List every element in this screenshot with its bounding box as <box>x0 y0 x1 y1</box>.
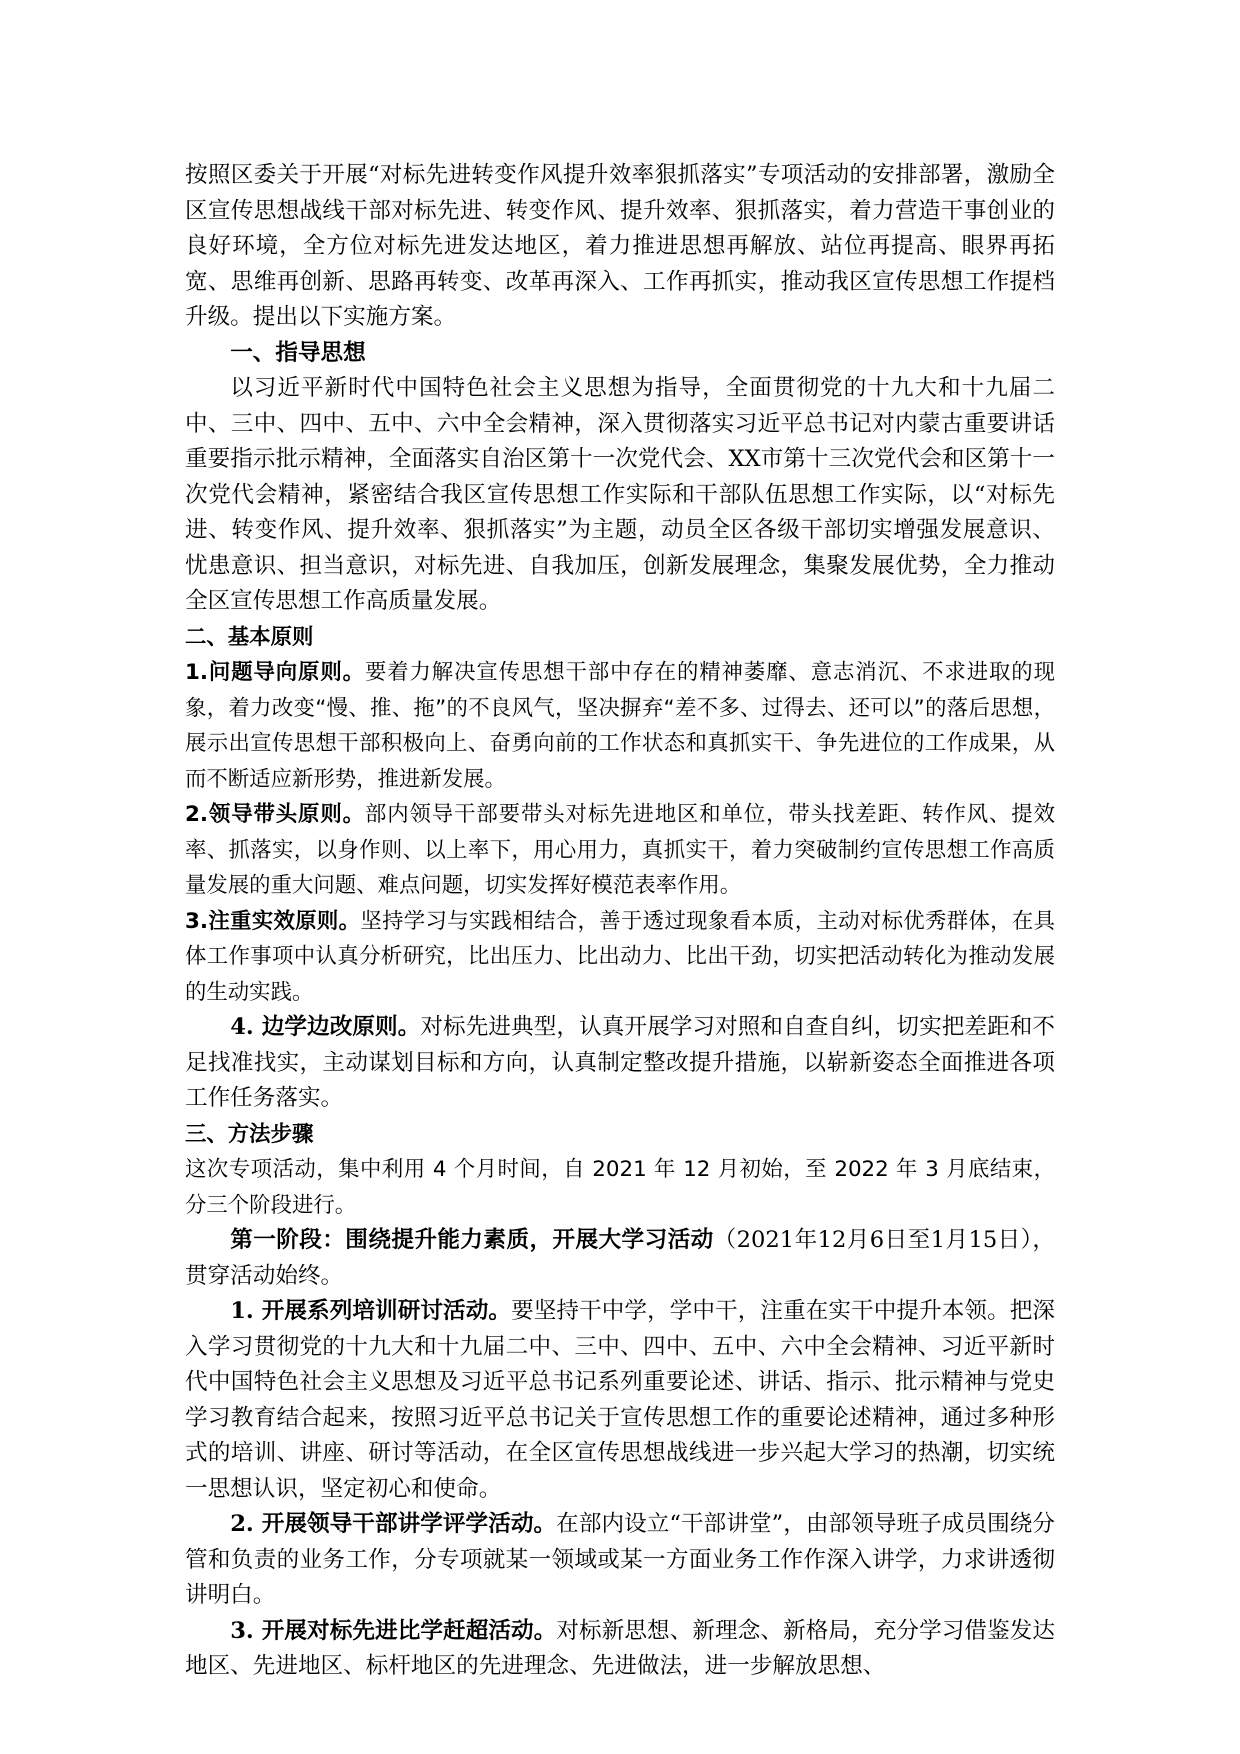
activity-title: 1. 开展系列培训研讨活动。 <box>230 1298 512 1324</box>
phase-one-dates: （2021年12月6日至1月15日），贯穿活动始终。 <box>185 1227 1055 1289</box>
principle-body: 对标先进典型，认真开展学习对照和自查自纠，切实把差距和不足找准找实，主动谋划目标和方向，认真制定整改提升措施，以崭新姿态全面推进各项工作任务落实。 <box>185 1014 1056 1111</box>
activity-body: 对标新思想、新理念、新格局，充分学习借鉴发达地区、先进地区、标杆地区的先进理念、先进做法，进一步解放思想、 <box>185 1617 1055 1679</box>
principle-body: 要着力解决宣传思想干部中存在的精神萎靡、意志消沉、不求进取的现象，着力改变“慢、推、拖”的不良风气，坚决摒弃“差不多、过得去、还可以”的落后思想，展示出宣传思想干部积极向上、奋勇向前的工作状态和真抓实干、争先进位的工作成果，从而不断适应新形势，推进新发展。 <box>185 660 1055 792</box>
activity-paragraph <box>185 1507 1055 1614</box>
principle-body: 坚持学习与实践相结合，善于透过现象看本质，主动对标优秀群体，在具体工作事项中认真分析研究，比出压力、比出动力、比出干劲，切实把活动转化为推动发展的生动实践。 <box>185 908 1055 1005</box>
activity-paragraph <box>185 1294 1055 1507</box>
document-body <box>185 158 1055 1685</box>
activity-title: 3. 开展对标先进比学赶超活动。 <box>230 1617 557 1644</box>
guiding-thought-paragraph: 以习近平新时代中国特色社会主义思想为指导，全面贯彻党的十九大和十九届二中、三中、四中、五中、六中全会精神，深入贯彻落实习近平总书记对内蒙古重要讲话重要指示批示精神，全面落实自治区第十一次党代会、XX市第十三次党代会和区第十一次党代会精神，紧密结合我区宣传思想工作实际和干部队伍思想工作实际，以“对标先进、转变作风、提升效率、狠抓落实”为主题，动员全区各级干部切实增强发展意识、忧患意识、担当意识，对标先进、自我加压，创新发展理念，集聚发展优势，全力推动全区宣传思想工作高质量发展。 <box>185 375 1055 614</box>
phase-one-title: 第一阶段：围绕提升能力素质，开展大学习活动 <box>230 1227 714 1253</box>
section-heading-methods-steps: 三、方法步骤 <box>185 1121 314 1147</box>
principle-paragraph <box>185 797 1055 904</box>
principle-title: 1.问题导向原则。 <box>185 660 365 685</box>
principle-title: 3.注重实效原则。 <box>185 908 361 934</box>
activity-paragraph <box>185 1614 1055 1685</box>
methods-intro-paragraph: 这次专项活动，集中利用 4 个月时间，自 2021 年 12 月初始，至 2022 年 3 月底结束，分三个阶段进行。 <box>185 1157 1055 1218</box>
principle-paragraph <box>185 904 1055 1011</box>
principle-paragraph <box>185 1010 1055 1117</box>
principle-title: 2.领导带头原则。 <box>185 802 365 827</box>
activity-body: 在部内设立“干部讲堂”，由部领导班子成员围绕分管和负责的业务工作，分专项就某一领域或某一方面业务工作作深入讲学，力求讲透彻讲明白。 <box>185 1511 1056 1608</box>
phase-one-paragraph <box>185 1223 1055 1294</box>
intro-paragraph: 按照区委关于开展“对标先进转变作风提升效率狠抓落实”专项活动的安排部署，激励全区宣传思想战线干部对标先进、转变作风、提升效率、狠抓落实，着力营造干事创业的良好环境，全方位对标先进发达地区，着力推进思想再解放、站位再提高、眼界再拓宽、思维再创新、思路再转变、改革再深入、工作再抓实，推动我区宣传思想工作提档升级。提出以下实施方案。 <box>185 162 1055 330</box>
principle-body: 部内领导干部要带头对标先进地区和单位，带头找差距、转作风、提效率、抓落实，以身作则、以上率下，用心用力，真抓实干，着力突破制约宣传思想工作高质量发展的重大问题、难点问题，切实发挥好模范表率作用。 <box>185 802 1055 898</box>
principle-paragraph <box>185 655 1055 797</box>
activity-body: 要坚持干中学，学中干，注重在实干中提升本领。把深入学习贯彻党的十九大和十九届二中、三中、四中、五中、六中全会精神、习近平新时代中国特色社会主义思想及习近平总书记系列重要论述、讲话、指示、批示精神与党史学习教育结合起来，按照习近平总书记关于宣传思想工作的重要论述精神，通过多种形式的培训、讲座、研讨等活动，在全区宣传思想战线进一步兴起大学习的热潮，切实统一思想认识，坚定初心和使命。 <box>185 1298 1056 1502</box>
section-heading-basic-principles: 二、基本原则 <box>185 624 314 650</box>
principle-title: 4. 边学边改原则。 <box>230 1014 421 1040</box>
activity-title: 2. 开展领导干部讲学评学活动。 <box>230 1511 557 1537</box>
section-heading-guiding-thought: 一、指导思想 <box>230 339 366 366</box>
